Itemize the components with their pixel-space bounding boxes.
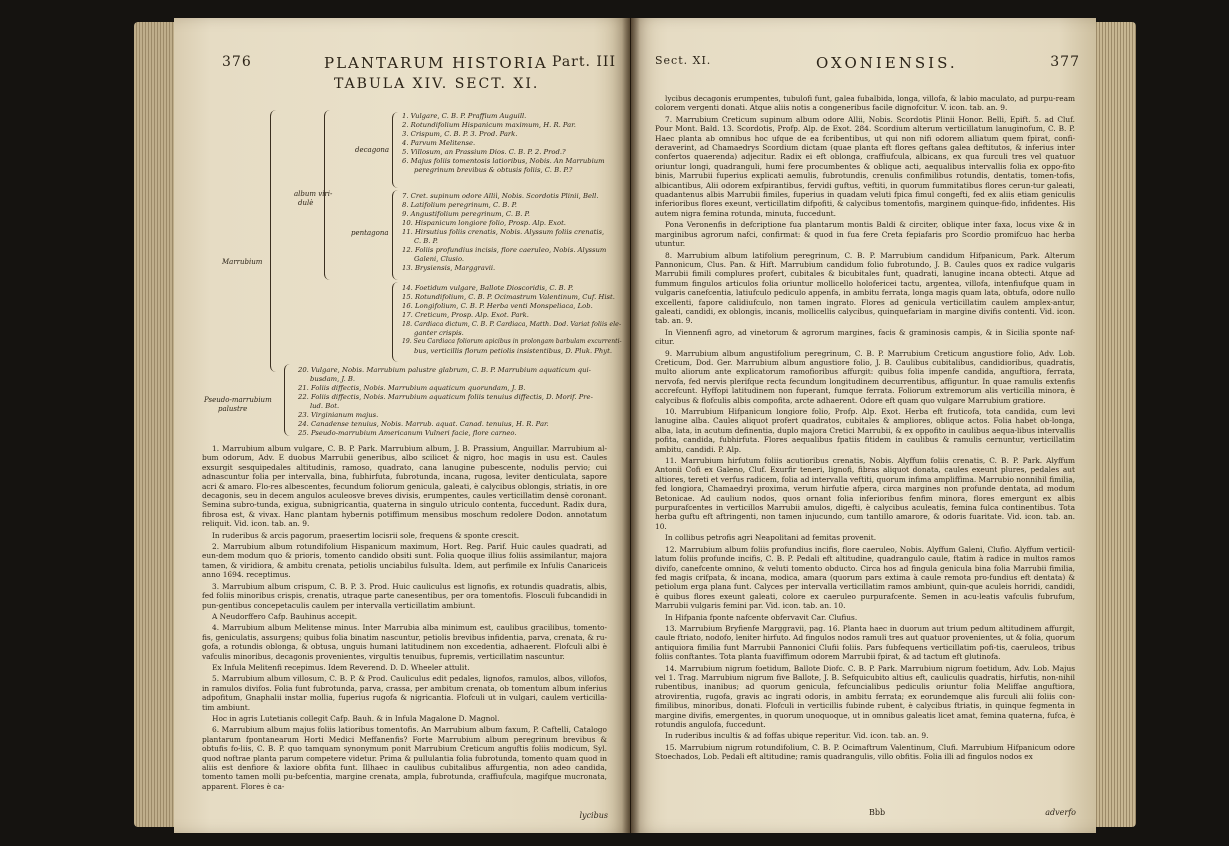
paragraph: Pona Veronenfis in defcriptione fua plantarum montis Baldi & circiter, oblique inter faxa, locus vixe & in marginibus agrorum nafci, confirmat: & quod in fua fere Creta fepiafaris pro Scordio promifcuo hac herba utuntur. [655, 220, 1075, 249]
signature-mark: Bbb [869, 808, 886, 817]
brace-album [324, 110, 332, 280]
right-body-text [655, 94, 1075, 764]
table-entry: 18. Cardiaca dictum, C. B. P. Cardiaca, Matth. Dod. Variat foliis ele- [402, 320, 622, 328]
table-entry: ganter crispis. [414, 329, 464, 337]
group-marrubium: Marrubium [222, 258, 263, 266]
paragraph: 15. Marrubium nigrum rotundifolium, C. B. P. Ocimaftrum Valentinum, Clufi. Marrubium Hifpanicum odore Stoechados, Lob. Pedali eft altitudine; ramis quadrangulis, villo obfitis. Folia illi ad fingulos nodos ex [655, 742, 1075, 762]
table-entry: 15. Rotundifolium, C. B. P. Ocimastrum Valentinum, Cuf. Hist. [402, 293, 615, 301]
brace-pentagona [392, 190, 399, 280]
table-title: TABULA XIV. SECT. XI. [334, 76, 540, 92]
table-entry: 11. Hirsutius foliis crenatis, Nobis. Alyssum foliis crenatis, [402, 228, 605, 236]
brace-nigrum [392, 282, 399, 362]
table-entry: 1. Vulgare, C. B. P. Praffium Auguill. [402, 112, 527, 120]
paragraph: lycibus decagonis erumpentes, tubulofi funt, galea fubalbida, longa, villofa, & labio maculato, ad purpu-ream colorem vergenti donati. Atque aliis notis a congeneribus facile dignofcitur. V. icon. tab. an. 9. [655, 94, 1075, 113]
left-body-text [202, 444, 607, 793]
table-entry: 16. Longifolium, C. B. P. Herba venti Monspeliaca, Lob. [402, 302, 593, 310]
right-running-title: OXONIENSIS. [816, 54, 958, 72]
brace-decagona [392, 112, 399, 188]
paragraph: Hoc in agris Lutetianis collegit Cafp. Bauh. & in Infula Magalone D. Magnol. [212, 713, 500, 723]
table-entry: 5. Villosum, an Prassium Dios. C. B. P. 2. Prod.? [402, 148, 566, 156]
table-entry: 6. Majus foliis tomentosis latioribus, Nobis. An Marrubium [402, 157, 605, 165]
table-entry: lud. Bot. [310, 402, 340, 410]
paragraph: 10. Marrubium Hifpanicum longiore folio, Profp. Alp. Exot. Herba eft fruticofa, tota candida, cum levi lanugine alba. Caules aliquot profert quadratos, cubitales & ampliores, oblique actos. Folia habet ob-longa, alba, lata, in acutum definentia, duplo majora Cretici Marrubii, & ex oppofito in caulibus aequa-libus intervallis pofita, candida, fubhirfuta. Flores aequalibus fpatiis fitidem in caulibus & ramulis cernuntur, verticillatim ambitu, candidi. P. Alp. [655, 407, 1075, 454]
table-entry: 17. Creticum, Prosp. Alp. Exot. Park. [402, 311, 529, 319]
paragraph: 6. Marrubium album majus foliis latioribus tomentofis. An Marrubium album faxum, P. Caftelli, Catalogo plantarum fpontanearum Horti Medici Meffanenfis? Forte Marrubium album peregrinum brevibus & obtufis fo-liis, C. B. P. quo tamquam synonymum ponit Marrubium Creticum anguftis foliis modicum, Syl. quod noftrae planta parum competere videtur. Prima & pullulantia folia fubrotunda, tomento quam quod in aliis est denfiore & laxiore obfita funt. Illhaec in caulibus cubitalibus affurgentia, non adeo candida, tomento tamen molli pu-befcentia, margine crenata, ampla, fubrotunda, craffiufcula, magifque mucronata, apparent. Flores è ca- [202, 725, 607, 791]
paragraph: 11. Marrubium hirfutum foliis acutioribus crenatis, Nobis. Alyffum foliis crenatis, C. B. P. Park. Alyffum Antonii Cofi ex Galeno, Cluf. Exurfir teneri, lignofi, fibras aliquot donata, caules exeunt plures, pedales aut altiores, tereti et verfus radicem, folia ad intervalla veftiti, quorum infima ampliffima. Marrubio nonnihil fimilia, fed longiora, Chamaedryi proxima, verum hirfutie afpera, circa margines non profunde dentata, ad modum Betonicae. Ad caulium nodos, quos ornant folia inferioribus fenfim minora, flores emergunt ex albis purpurafcentes in verticillos Marrubii amulos, digefti, è calycibus aculeatis, femina fulca continentibus. Tota herba guftu eft aftringenti, non tamen injucundo, cum tantillo amarore, & odoris fuaritate. Vid. icon. tab. an. 10. [655, 456, 1075, 531]
brace-pseudo [284, 364, 292, 436]
left-page-edges [134, 22, 174, 827]
paragraph: 2. Marrubium album rotundifolium Hispanicum maximum, Hort. Reg. Parif. Huic caules quadrati, ad eun-dem modum quo & prioris, tomento candido obsiti sunt. Folia quoque illius foliis assimilantur, majora tamen, & viridiora, & ambitu crenata, petiolis unciabilus fulsulta. Idem, aut perfimile ex Infulis Canariceis anno 1694. receptimus. [202, 542, 607, 580]
table-entry: busdam, J. B. [310, 375, 356, 383]
group-decagona: decagona [355, 146, 390, 154]
left-page [174, 18, 630, 833]
table-entry: 21. Foliis diffectis, Nobis. Marrubium aquaticum quorundam, J. B. [298, 384, 526, 392]
paragraph: 5. Marrubium album villosum, C. B. P. & Prod. Cauliculus edit pedales, lignofos, ramulos, albos, villofos, in ramulos divifos. Folia funt fubrotunda, parva, crassa, per ambitum crenata, ob tomentum album inferius adpofitum, Gnaphalii instar mollia, fuperius rugofa & nigricantia. Flofculi ut in vulgari, caulem verticilla-tim ambiunt. [202, 674, 607, 712]
group-album: album viri- [294, 190, 333, 198]
paragraph: In Hifpania fponte nafcente obfervavit Car. Clufius. [665, 612, 858, 622]
table-entry: 22. Foliis diffectis, Nobis. Marrubium aquaticum foliis tenuius diffectis, D. Morif. Pre- [298, 393, 593, 401]
left-part-label: Part. III [552, 54, 616, 70]
table-entry: 13. Brysiensis, Marggravii. [402, 264, 496, 272]
paragraph: 13. Marrubium Bryfienfe Marggravii, pag. 16. Planta haec in duorum aut trium pedum altitudinem affurgit, caule ftriato, nodofo, leniter hirfuto. Ad fingulos nodos ramuli tres aut quatuor provenientes, ut & folia, quorum antiquiora fimilia funt Marrubii Pannonici Clufii foliis. Pars fubfequens verticillatim pofi-tis, caeruleos, tribus foliis conftantes. Tota planta fuaviffimum odorem Marrubii fpirat, & ad tactum eft glutinofa. [655, 623, 1075, 662]
table-entry: 25. Pseudo-marrubium Americanum Vulneri facie, flore carneo. [298, 429, 517, 437]
paragraph: 1. Marrubium album vulgare, C. B. P. Park. Marrubium album, J. B. Prassium, Anguillar. Marrubium al-bum odorum, Adv. E duobus Marrubii generibus, albo scilicet & nigro, hoc magis in usu est. Caules exsurgit sesquipedales altitudinis, ramoso, quadrato, cana lanugine pubescente, nodulis pervio; cui adnascuntur folia per intervalla, bina, fubhirfuta, fubrotunda, incana, rugosa, leviter denticulata, sapore acri & amaro. Flo-res albescentes, fecundum foliorum genicula, galeati, è calycibus oblongis, striatis, in ore decagonis, seu in decem angulos aculeosve breves divisis, erumpentes, caules verticillatim densè coronant. Semina subro-tunda, exigua, subnigricantia, quaterna in singulo utriculo contenta, fuccedunt. Radix dura, fibrosa est, & vivax. Hanc plantam hybernis potiffimum mensibus moschum redolere Dodon. annotatum reliquit. Vid. icon. tab. an. 9. [202, 444, 607, 529]
group-album-2: dulè [298, 199, 314, 207]
table-entry: bus, verticillis florum petiolis insistentibus, D. Pluk. Phyt. [414, 347, 612, 355]
table-entry: 24. Canadense tenuius, Nobis. Marrub. aquat. Canad. tenuius, H. R. Par. [298, 420, 549, 428]
table-entry: 8. Latifolium peregrinum, C. B. P. [402, 201, 517, 209]
paragraph: 12. Marrubium album foliis profundius incifis, flore caeruleo, Nobis. Alyffum Galeni, Clufio. Alyffum verticil-latum foliis profunde incifis, C. B. P. Pedali eft altitudine, quadrangulo caule, ftatim à radice in multos ramos divifo, canefcente omnino, & veluti tomento obducto. Circa hos ad fingula genicula bina folia Marrubii fimilia, fed magis crifpata, & incana, modica, amara (quorum pars extima à caule remota pro-fundius eft dentata) & petiolum erga plana funt. Calyces per intervalla verticillatim ramos ambiunt, quin-que aculeis horridi, candidi, è quibus flores exeunt galeati, colore ex caeruleo purpurafcente. Semen in acu-leatis vafculis fubrufum, Marrubii vulgaris femini par. Vid. icon. tab. an. 10. [655, 544, 1075, 611]
right-page-number: 377 [1050, 54, 1080, 70]
right-section-label: Sect. XI. [655, 54, 712, 67]
table-entry: 9. Angustifolium peregrinum, C. B. P. [402, 210, 530, 218]
table-entry: 2. Rotundifolium Hispanicum maximum, H. R. Par. [402, 121, 576, 129]
table-entry: Galeni, Clusio. [414, 255, 465, 263]
paragraph: Ex Infula Melitenfi recepimus. Idem Reverend. D. D. Wheeler attulit. [212, 662, 470, 672]
table-entry: 20. Vulgare, Nobis. Marrubium palustre glabrum, C. B. P. Marrubium aquaticum qui- [298, 366, 591, 374]
group-pseudo: Pseudo-marrubium [204, 396, 272, 404]
table-entry: 7. Cret. supinum odore Alliì, Nobis. Scordotis Plinii, Bell. [402, 192, 599, 200]
paragraph: 9. Marrubium album angustifolium peregrinum, C. B. P. Marrubium Creticum angustiore folio, Adv. Lob. Creticum, Dod. Ger. Marrubium album angustiore folio, J. B. Caulibus cubitalibus, candidioribus, quadratis, multo aliorum ante explicatorum ramofioribus affurgit: quibus folia impenfe candida, anguftiora, ferrata, nervofa, fed nervis plerifque recta fecundum longitudinem decurrentibus, affiguntur. In quae ramulis extenfis accrefcunt. Hyffopi latitudinem non fuperant, fumque ferrata. Foliorum extremorum alis verticilla minora, è calycibus & flofculis albis compofita, arcte adhaerent. Odore eft quam quo vulgare Marrubium gratiore. [655, 348, 1075, 405]
table-entry: 4. Parvum Melitense. [402, 139, 476, 147]
paragraph: In ruderibus & arcis pagorum, praesertim locisrii sole, frequens & sponte crescit. [212, 530, 520, 540]
table-entry: peregrinum brevibus & obtusis foliis, C. B. P.? [414, 166, 573, 174]
right-page [631, 18, 1096, 833]
table-entry: 23. Virginianum majus. [298, 411, 379, 419]
left-page-number: 376 [222, 54, 252, 70]
paragraph: In collibus petrofis agri Neapolitani ad femitas provenit. [665, 533, 877, 543]
table-entry: 12. Foliis profundius incisis, flore caeruleo, Nobis. Alyssum [402, 246, 607, 254]
open-book [24, 18, 1214, 833]
table-entry: 14. Foetidum vulgare, Ballote Dioscoridis, C. B. P. [402, 284, 574, 292]
group-pentagona: pentagona [351, 229, 389, 237]
right-page-edges [1096, 22, 1136, 827]
left-running-title: PLANTARUM HISTORIA [324, 54, 548, 72]
table-entry: C. B. P. [414, 237, 438, 245]
paragraph: 7. Marrubium Creticum supinum album odore Allii, Nobis. Scordotis Plinii Honor. Belli, Epift. 5. ad Cluf. Pour Mont. Bald. 13. Scordotis, Profp. Alp. de Exot. 284. Scordium alterum verticillatum lanuginofum, C. B. P. Haec planta ab omnibus hoc ufque de ea fcribentibus, ut qui non nifi odorem alliatum quem fpirat, confi-deraverint, ad Chamaedrys Scordium dictam (quae planta eft flores geftans galea deftitutos, & inferius inter confertos quaerenda) adjecitur. Radix ei eft oblonga, craffiufcula, albicans, ex qua furculi tres vel quatuor oriuntur longi, quadranguli, humi fere procumbentes & oblique acti, aequalibus intervallis folia ex oppo-fito binis, Marrubii fuperius explicati aemulis, fubrotundis, crenulis confimilibus rotundis, dentatis, tomen-tofis, albicantibus, Alii odorem exfpirantibus, fervidi guftus, veftiti, in quorum fummitatibus flores cerun-tur galeati, quadantenus albis Marrubii fimiles, fuperius in quadam veluti fpica fimul congefti, fed ex aliis etiam geniculis inferioribus flores exeunt, verticillatim difpofiti, & calycibus tomentofis, marginem quinque-fido, infidentes. His autem nigra femina rotunda, minuta, fuccedunt. [655, 114, 1075, 218]
table-entry: 3. Crispum, C. B. P. 3. Prod. Park. [402, 130, 518, 138]
table-entry: 10. Hispanicum longiore folio, Prosp. Alp. Exot. [402, 219, 566, 227]
book-gutter [622, 18, 640, 833]
right-catchword: adverfo [1045, 808, 1076, 817]
paragraph: A Neudorffero Cafp. Bauhinus accepit. [212, 611, 358, 621]
left-catchword: lycibus [579, 811, 608, 820]
paragraph: 4. Marrubium album Melitense minus. Inter Marrubia alba minimum est, caulibus gracilibus, tomento-fis, geniculatis, assurgens; quibus folia binatim nascuntur, petiolis brevibus infidentia, parva, crenata, & ru-gofa, a rotundis oblonga, & obtusa, unguis humani latitudinem non excedentia, adhaerent. Flofculi albi è vafculis minoribus, decagonis provenientes, virgultis tenuibus, fupremis, verticillatim nascuntur. [202, 623, 607, 661]
paragraph: 14. Marrubium nigrum foetidum, Ballote Diofc. C. B. P. Park. Marrubium nigrum foetidum, Adv. Lob. Majus vel 1. Trag. Marrubium nigrum five Ballote, J. B. Sefquicubito altius eft, cauliculis quadratis, hirfutis, non-nihil rubentibus, inanibus; ad quorum genicula, fefcuncialibus pediculis oriuntur folia Meliffae anguftiora, atrovirentia, rugofa, gravis ac ingrati odoris, in ambitu ferrata; ex eorundemque alis furculi alii foliis con-fimilibus, minoribus, donati. Flofculi in verticillis fubinde rubent, è calycibus ftriatis, in quinque fegmenta in margine divifis, emergentes, in quorum unoquoque, ut in omnibus galeatis licet amat, femina quaterna, fufca, è rotundis angulofa, fuccedunt. [655, 663, 1075, 729]
brace-marrubium [270, 110, 279, 372]
paragraph: 8. Marrubium album latifolium peregrinum, C. B. P. Marrubium candidum Hifpanicum, Park. Alterum Pannonicum, Clus. Pan. & Hift. Marrubium candidum folio fubrotundo, J. B. Caules quos ex radice vulgaris Marrubii fimili complures profert, cubitales & bicubitales funt, quadrati, lanugine incana obtecti. Atque ad fummum fingulos articulos folia oriuntur mollicello holofericei tactu, argentea, villofa, intenfiufque quam in vulgaris canefcentia, latiufculo pediculo appenfa, in ambitu ferrata, longa magis quam lata, obtufa, odore nullo excellenti, fapore calidiufculo, non tamen ingrato. Flores ad genicula verticillatim caulem amplex-antur, galeati, candidi, ex oblongis, incanis, mollicellis calycibus, quinquefariam in margine divifis contenti. Vid. icon. tab. an. 9. [655, 250, 1075, 326]
group-pseudo-2: palustre [218, 405, 248, 413]
table-entry: 19. Seu Cardiaca foliorum apicibus in prolongam barbulam excurrenti- [402, 338, 622, 345]
paragraph: 3. Marrubium album crispum, C. B. P. 3. Prod. Huic cauliculus est lignofis, ex rotundis quadratis, albis, fed foliis minoribus crispis, crenatis, utraque parte canesentibus, per ora tomentofis. Flosculi fubcandidi in pun-gentibus concepetaculis caulem per intervalla verticillatim ambiunt. [202, 581, 607, 610]
paragraph: In Viennenfi agro, ad vinetorum & agrorum margines, facis & graminosis campis, & in Sicilia sponte naf-citur. [655, 327, 1075, 347]
paragraph: In ruderibus incultis & ad foffas ubique reperitur. Vid. icon. tab. an. 9. [665, 731, 929, 741]
